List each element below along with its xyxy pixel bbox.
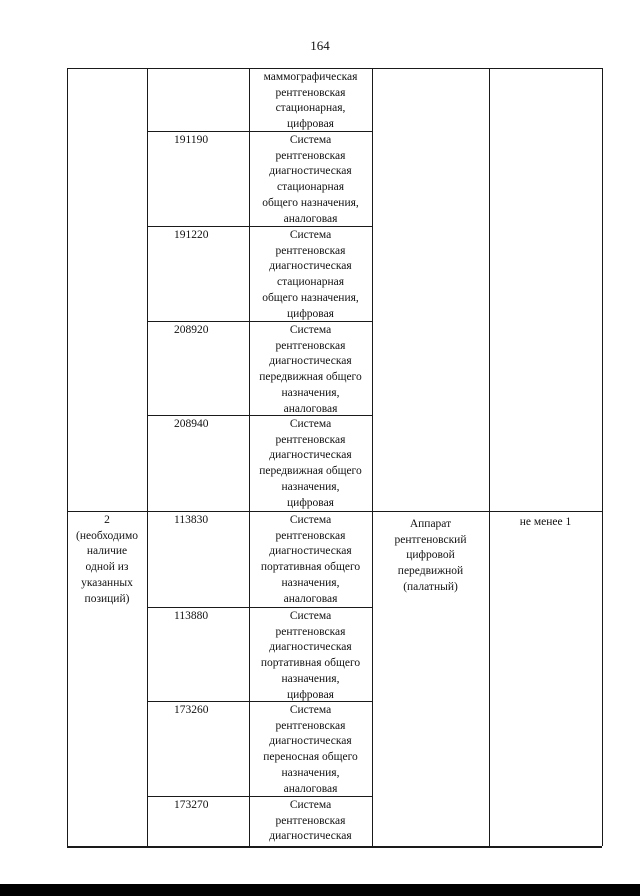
item-name-line: рентгеновская xyxy=(275,719,346,732)
item-name-line: диагностическая xyxy=(269,545,352,558)
item-code: 208920 xyxy=(174,324,209,336)
item-name-line: переносная общего xyxy=(263,751,358,764)
item-name-line: передвижная общего xyxy=(259,465,362,478)
equipment-name-line: рентгеновский xyxy=(394,533,467,546)
item-code: 208940 xyxy=(174,418,209,430)
item-name-line: стационарная xyxy=(277,276,344,289)
table-column-border xyxy=(147,68,148,846)
group-number-line: наличие xyxy=(86,545,128,558)
item-code: 191190 xyxy=(174,134,209,146)
item-code: 191220 xyxy=(174,229,209,241)
item-name-line: общего назначения, xyxy=(262,291,359,304)
equipment-name-line: передвижной xyxy=(397,565,464,578)
item-name-line: портативная общего xyxy=(260,657,361,670)
item-name-line: Система xyxy=(289,134,332,146)
item-name-line: общего назначения, xyxy=(262,196,359,209)
item-name-line: рентгеновская xyxy=(275,814,346,827)
item-name-line: диагностическая xyxy=(269,449,352,462)
table-column-border xyxy=(67,68,68,846)
item-code: 173270 xyxy=(174,799,209,811)
table-column-border xyxy=(602,68,603,846)
item-name-line: рентгеновская xyxy=(275,339,346,352)
item-name-line: Система xyxy=(289,418,332,430)
page-number: 164 xyxy=(310,38,330,53)
item-name-line: аналоговая xyxy=(283,782,338,795)
item-name-line: маммографическая xyxy=(263,71,358,83)
item-name-line: рентгеновская xyxy=(275,433,346,446)
item-name-line: рентгеновская xyxy=(275,529,346,542)
item-name-line: назначения, xyxy=(281,576,340,589)
item-name-line: Система xyxy=(289,704,332,716)
group-number-line: (необходимо xyxy=(75,529,138,542)
item-name-line: диагностическая xyxy=(269,830,352,843)
item-name-line: стационарная xyxy=(277,181,344,194)
equipment-name-line: (палатный) xyxy=(403,580,458,593)
item-name-line: диагностическая xyxy=(269,165,352,178)
item-name-line: диагностическая xyxy=(269,641,352,654)
group-number-line: одной из xyxy=(85,561,129,574)
item-name-line: диагностическая xyxy=(269,355,352,368)
item-name-line: рентгеновская xyxy=(275,86,346,99)
item-name-line: назначения, xyxy=(281,386,340,399)
item-name-line: цифровая xyxy=(287,118,334,131)
item-name-line: назначения, xyxy=(281,480,340,493)
item-name-line: портативная общего xyxy=(260,561,361,574)
scan-border xyxy=(0,884,640,896)
item-name-line: Система xyxy=(289,324,332,336)
item-name-line: стационарная, xyxy=(275,102,346,115)
item-name-line: аналоговая xyxy=(283,212,338,225)
item-name-line: назначения, xyxy=(281,672,340,685)
table-border-top xyxy=(67,68,602,69)
item-name-line: передвижная общего xyxy=(259,371,362,384)
item-code: 113880 xyxy=(174,610,209,622)
item-name-line: диагностическая xyxy=(269,260,352,273)
item-name-line: цифровая xyxy=(287,307,334,320)
item-name-line: Система xyxy=(289,514,332,526)
item-name-line: рентгеновская xyxy=(275,625,346,638)
group-number-line: 2 xyxy=(104,514,110,526)
item-code: 173260 xyxy=(174,704,209,716)
item-name-line: Система xyxy=(289,610,332,622)
table-border-bottom xyxy=(67,846,602,848)
group-number-line: указанных xyxy=(81,576,133,589)
group-number-line: позиций) xyxy=(84,592,130,605)
item-name-line: цифровая xyxy=(287,496,334,509)
item-name-line: цифровая xyxy=(287,688,334,701)
table-column-border xyxy=(372,68,373,846)
item-name-line: назначения, xyxy=(281,766,340,779)
item-name-line: рентгеновская xyxy=(275,149,346,162)
equipment-name-line: цифровой xyxy=(406,549,455,562)
equipment-name-line: Аппарат xyxy=(409,518,452,530)
item-code: 113830 xyxy=(174,514,209,526)
item-name-line: аналоговая xyxy=(283,402,338,415)
item-name-line: рентгеновская xyxy=(275,244,346,257)
quantity-value: не менее 1 xyxy=(519,516,572,528)
table-column-border xyxy=(489,68,490,846)
item-name-line: диагностическая xyxy=(269,735,352,748)
item-name-line: аналоговая xyxy=(283,592,338,605)
item-name-line: Система xyxy=(289,229,332,241)
item-name-line: Система xyxy=(289,799,332,811)
